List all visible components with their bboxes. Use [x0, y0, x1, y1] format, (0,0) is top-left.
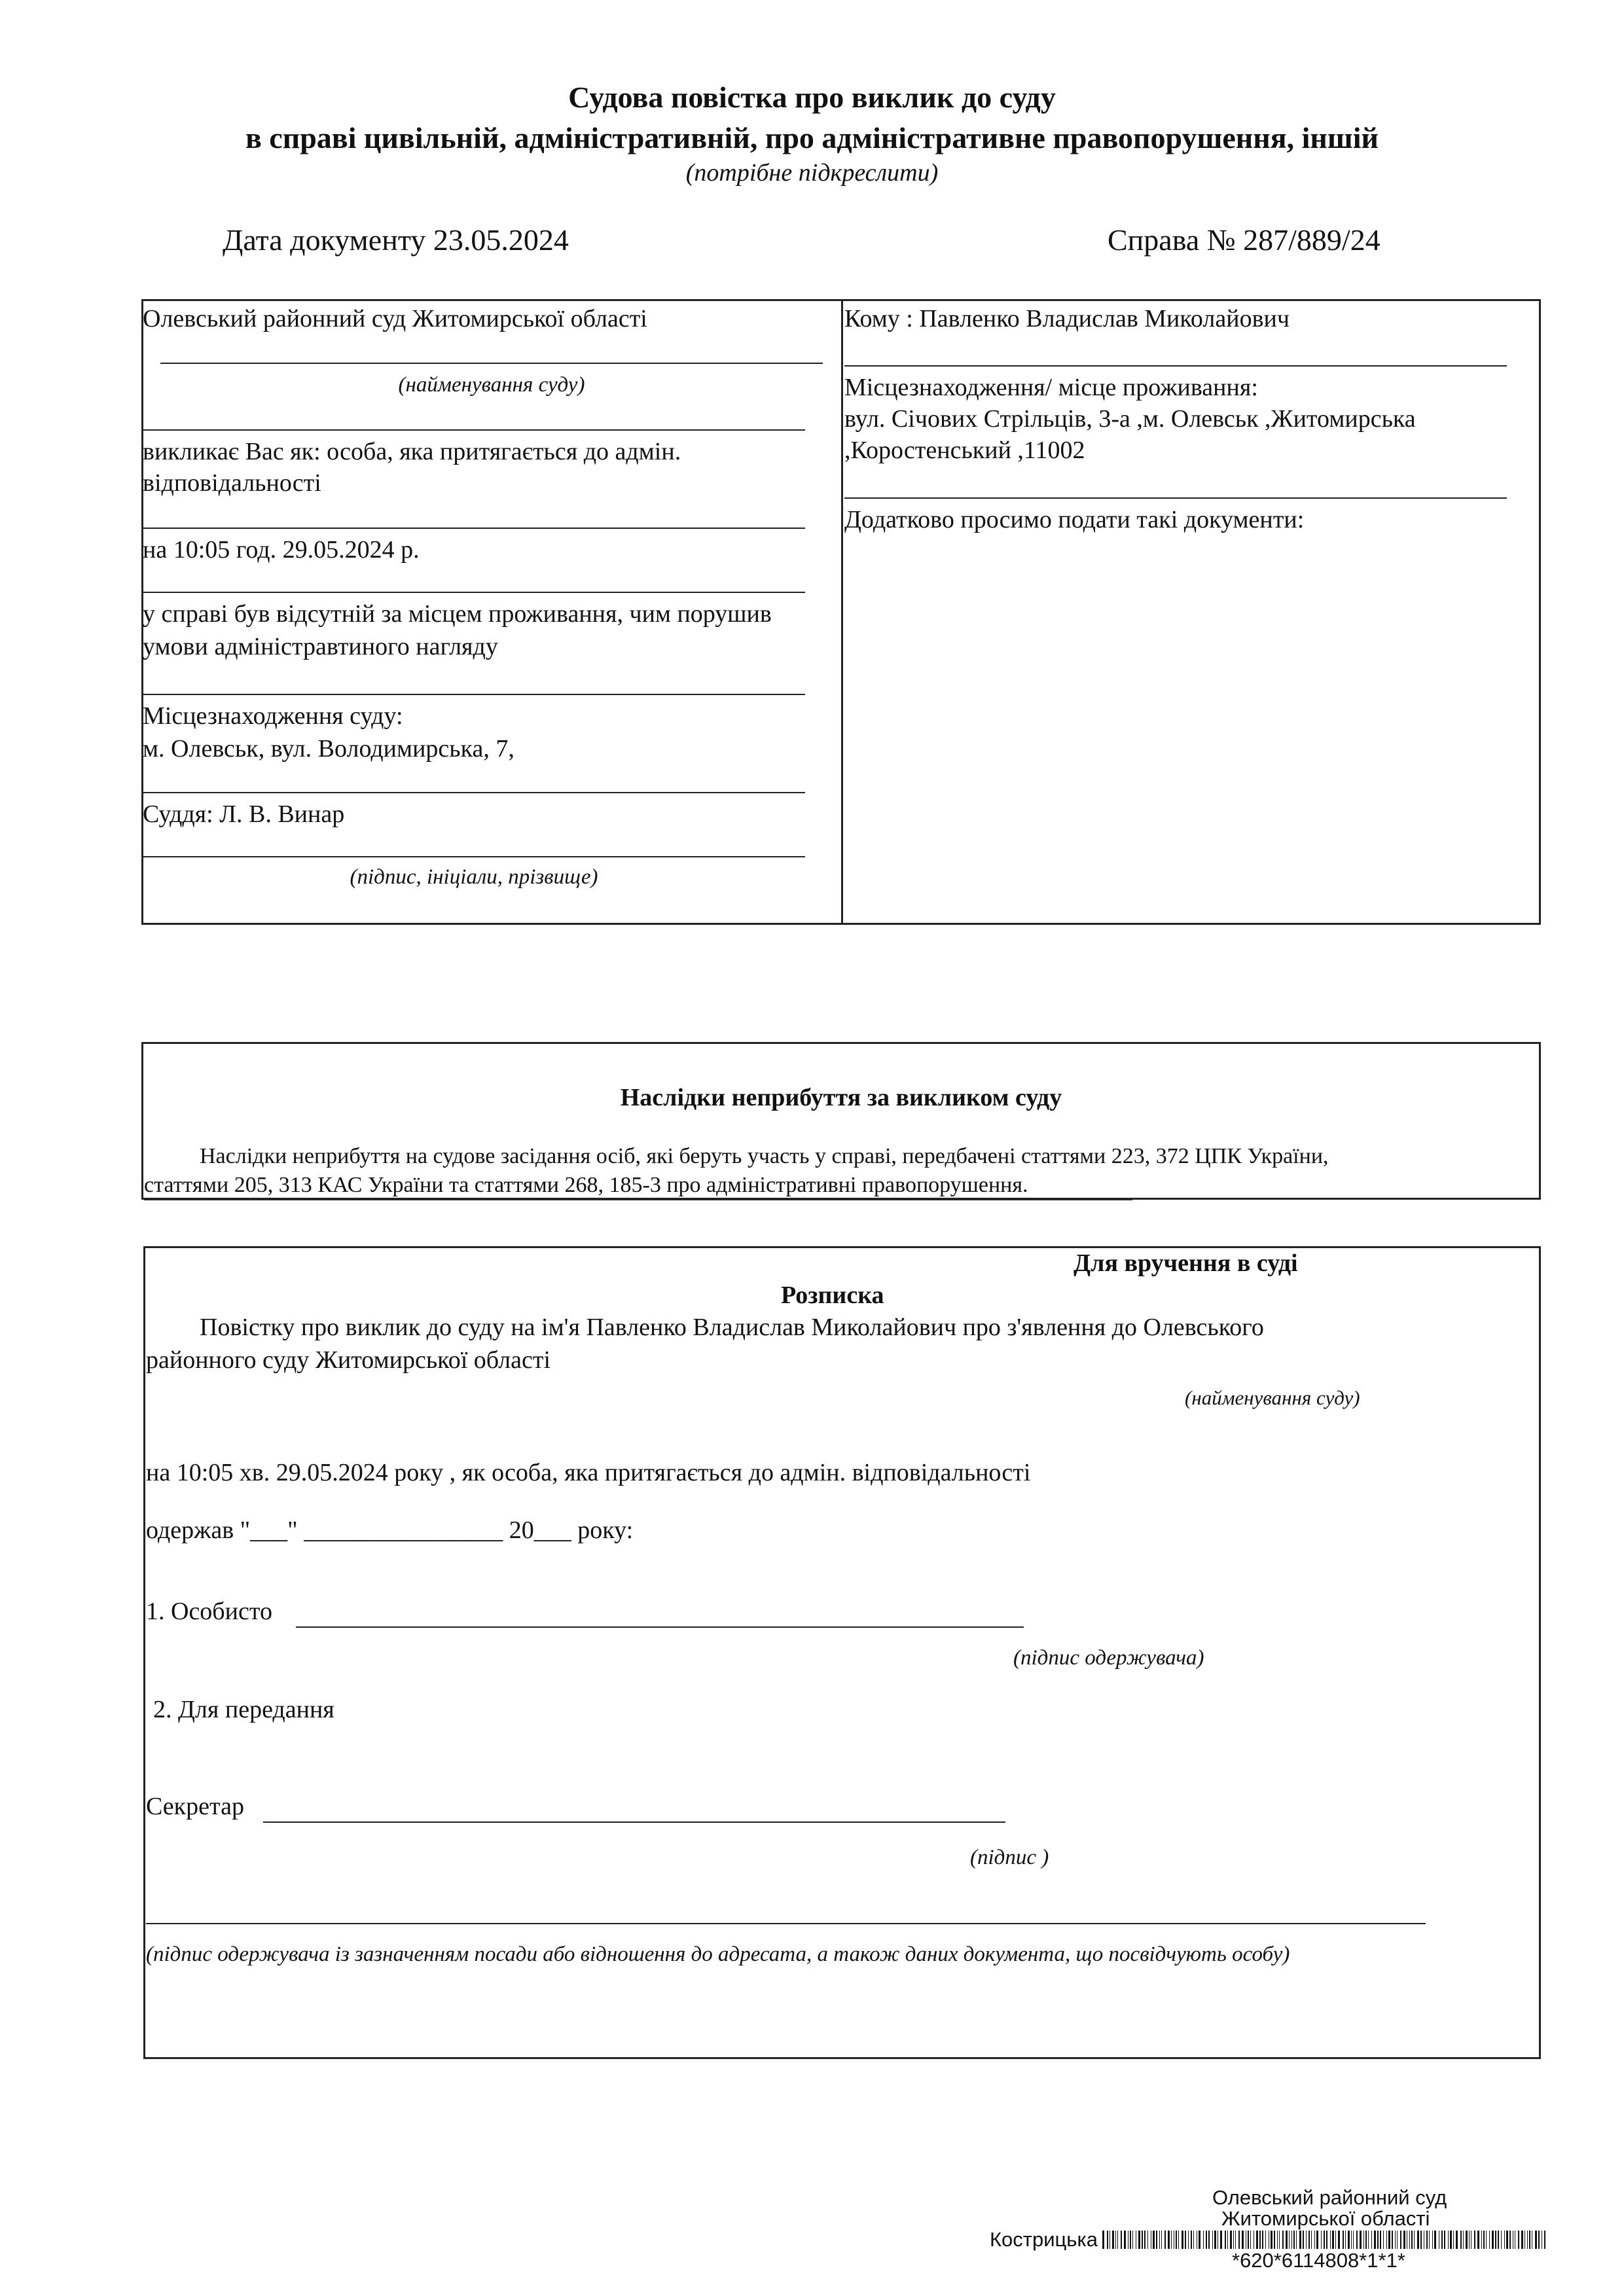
barcode-bar — [1386, 2231, 1387, 2249]
consequences-underline — [144, 1199, 1132, 1200]
barcode-bar — [1314, 2231, 1315, 2249]
judge-signature-caption: (підпис, ініціали, прізвище) — [350, 865, 598, 889]
barcode-bar — [1343, 2231, 1344, 2249]
barcode-bar — [1463, 2231, 1464, 2249]
for-transfer-label: 2. Для передання — [153, 1696, 334, 1723]
barcode-bar — [1374, 2231, 1376, 2249]
barcode-bar — [1414, 2231, 1415, 2249]
barcode-bar — [1277, 2231, 1278, 2249]
barcode-bar — [1417, 2231, 1419, 2249]
stamp-clerk-name: Кострицька — [990, 2228, 1098, 2251]
barcode-bar — [1124, 2231, 1126, 2249]
personally-signature-field[interactable] — [296, 1626, 1024, 1628]
barcode-bar — [1324, 2231, 1325, 2249]
secretary-label: Секретар — [146, 1793, 244, 1820]
barcode-bar — [1474, 2231, 1475, 2249]
barcode-bar — [1521, 2231, 1523, 2249]
consequences-text: Наслідки неприбуття на судове засідання осіб, які беруть участь у справі, передбачені статтями 223, 372 ЦПК України, — [200, 1144, 1329, 1168]
recipient-details-field[interactable] — [146, 1923, 1426, 1924]
receipt-court-caption: (найменування суду) — [1185, 1386, 1360, 1409]
barcode-bar — [1335, 2231, 1336, 2249]
barcode-bar — [1489, 2231, 1490, 2249]
divider-line — [143, 429, 805, 431]
barcode-bar — [1188, 2231, 1189, 2249]
barcode-bar — [1388, 2231, 1390, 2249]
barcode-bar — [1206, 2231, 1207, 2249]
barcode-bar — [1453, 2231, 1454, 2249]
barcode-bar — [1132, 2231, 1133, 2249]
divider-line — [143, 792, 805, 793]
barcode-bar — [1527, 2231, 1528, 2249]
barcode-bar — [1321, 2231, 1322, 2249]
barcode-bar — [1332, 2231, 1334, 2249]
barcode-bar — [1353, 2231, 1354, 2249]
barcode-bar — [1282, 2231, 1284, 2249]
barcode — [1102, 2231, 1547, 2249]
received-date-text: одержав "___" ________________ 20___ року: — [146, 1516, 634, 1544]
personally-label: 1. Особисто — [146, 1598, 272, 1625]
barcode-bar — [1225, 2231, 1226, 2249]
barcode-bar — [1395, 2231, 1396, 2249]
called-as-text: викликає Вас як: особа, яка притягається до адмін. — [143, 438, 681, 465]
barcode-bar — [1262, 2231, 1263, 2249]
barcode-bar — [1102, 2231, 1104, 2249]
barcode-bar — [1483, 2231, 1485, 2249]
barcode-bar — [1159, 2231, 1160, 2249]
barcode-bar — [1392, 2231, 1393, 2249]
barcode-bar — [1193, 2231, 1194, 2249]
barcode-bar — [1233, 2231, 1234, 2249]
barcode-bar — [1271, 2231, 1272, 2249]
court-location-label: Місцезнаходження суду: — [143, 702, 403, 730]
barcode-bar — [1368, 2231, 1369, 2249]
residence-line — [844, 497, 1507, 499]
barcode-bar — [1107, 2231, 1108, 2249]
case-description-cont: умови адміністравтиного нагляду — [143, 633, 498, 660]
consequences-text-cont: статтями 205, 313 КАС України та статтями 268, 185-3 про адміністративні правопорушення. — [144, 1173, 1028, 1197]
document-title: Судова повістка про виклик до суду — [568, 81, 1056, 114]
barcode-bar — [1168, 2231, 1170, 2249]
barcode-bar — [1142, 2231, 1143, 2249]
barcode-bar — [1293, 2231, 1295, 2249]
barcode-bar — [1498, 2231, 1499, 2249]
barcode-bar — [1450, 2231, 1452, 2249]
called-as-text-cont: відповідальності — [143, 469, 321, 497]
additional-documents-label: Додатково просимо подати такі документи: — [844, 506, 1305, 533]
for-delivery-label: Для вручення в суді — [1074, 1249, 1298, 1277]
barcode-bar — [1506, 2231, 1508, 2249]
barcode-bar — [1400, 2231, 1401, 2249]
case-number: Справа № 287/889/24 — [1108, 223, 1380, 257]
barcode-bar — [1363, 2231, 1364, 2249]
barcode-bar — [1326, 2231, 1327, 2249]
barcode-bar — [1144, 2231, 1146, 2249]
barcode-bar — [1444, 2231, 1445, 2249]
barcode-bar — [1481, 2231, 1482, 2249]
barcode-bar — [1265, 2231, 1266, 2249]
recipient-details-caption: (підпис одержувача із зазначенням посади або відношення до адресата, а також даних документа, що посвідчують особу) — [146, 1943, 1290, 1966]
barcode-bar — [1434, 2231, 1436, 2249]
residence-address-cont: ,Коростенський ,11002 — [844, 437, 1085, 464]
court-name: Олевський районний суд Житомирської області — [143, 305, 647, 332]
document-subtitle: в справі цивільній, адміністративній, про адміністративне правопорушення, іншій — [245, 121, 1379, 154]
barcode-bar — [1248, 2231, 1249, 2249]
barcode-bar — [1306, 2231, 1307, 2249]
barcode-bar — [1130, 2231, 1131, 2249]
barcode-bar — [1311, 2231, 1312, 2249]
divider-line — [143, 592, 805, 593]
barcode-bar — [1383, 2231, 1384, 2249]
barcode-bar — [1538, 2231, 1540, 2249]
residence-address: вул. Січових Стрільців, 3-а ,м. Олевськ ,Житомирська — [844, 405, 1416, 433]
barcode-bar — [1518, 2231, 1519, 2249]
barcode-bar — [1371, 2231, 1372, 2249]
barcode-bar — [1259, 2231, 1261, 2249]
barcode-bar — [1176, 2231, 1177, 2249]
barcode-bar — [1171, 2231, 1172, 2249]
receipt-title: Розписка — [781, 1282, 884, 1309]
barcode-bar — [1156, 2231, 1157, 2249]
receipt-text: Повістку про виклик до суду на ім'я Павленко Владислав Миколайович про з'явлення до Олевського — [200, 1314, 1264, 1341]
appearance-text: на 10:05 хв. 29.05.2024 року , як особа, яка притягається до адмін. відповідальності — [146, 1459, 1031, 1486]
barcode-bar — [1296, 2231, 1297, 2249]
stamp-court-name: Олевський районний суд — [1212, 2186, 1447, 2209]
barcode-bar — [1509, 2231, 1511, 2249]
barcode-bar — [1426, 2231, 1428, 2249]
barcode-bar — [1432, 2231, 1433, 2249]
barcode-bar — [1469, 2231, 1470, 2249]
recipient-signature-caption: (підпис одержувача) — [1013, 1646, 1204, 1670]
barcode-bar — [1112, 2231, 1114, 2249]
barcode-bar — [1274, 2231, 1275, 2249]
barcode-bar — [1208, 2231, 1210, 2249]
barcode-bar — [1178, 2231, 1179, 2249]
barcode-bar — [1477, 2231, 1479, 2249]
hearing-time: на 10:05 год. 29.05.2024 р. — [143, 536, 420, 564]
barcode-bar — [1191, 2231, 1192, 2249]
barcode-bar — [1351, 2231, 1352, 2249]
barcode-bar — [1420, 2231, 1422, 2249]
barcode-bar — [1492, 2231, 1494, 2249]
barcode-bar — [1495, 2231, 1496, 2249]
barcode-bar — [1456, 2231, 1458, 2249]
judge-signature-line — [143, 856, 805, 857]
recipient-line — [844, 365, 1507, 367]
barcode-bar — [1308, 2231, 1310, 2249]
secretary-signature-caption: (підпис ) — [970, 1846, 1049, 1869]
barcode-bar — [1356, 2231, 1358, 2249]
barcode-bar — [1242, 2231, 1244, 2249]
barcode-bar — [1460, 2231, 1462, 2249]
barcode-bar — [1365, 2231, 1367, 2249]
divider-line — [143, 528, 805, 529]
barcode-bar — [1117, 2231, 1118, 2249]
document-date: Дата документу 23.05.2024 — [223, 223, 569, 257]
barcode-bar — [1238, 2231, 1240, 2249]
barcode-bar — [1360, 2231, 1362, 2249]
barcode-bar — [1214, 2231, 1216, 2249]
barcode-bar — [1544, 2231, 1545, 2249]
barcode-bar — [1161, 2231, 1162, 2249]
barcode-bar — [1529, 2231, 1530, 2249]
barcode-bar — [1286, 2231, 1288, 2249]
secretary-signature-field[interactable] — [263, 1821, 1005, 1823]
barcode-bar — [1330, 2231, 1331, 2249]
barcode-bar — [1230, 2231, 1232, 2249]
barcode-bar — [1348, 2231, 1350, 2249]
barcode-bar — [1115, 2231, 1116, 2249]
barcode-bar — [1429, 2231, 1430, 2249]
barcode-bar — [1185, 2231, 1186, 2249]
barcode-bar — [1504, 2231, 1505, 2249]
barcode-bar — [1466, 2231, 1468, 2249]
barcode-bar — [1138, 2231, 1140, 2249]
consequences-title: Наслідки неприбуття за викликом суду — [620, 1084, 1062, 1111]
barcode-bar — [1250, 2231, 1251, 2249]
barcode-bar — [1212, 2231, 1213, 2249]
barcode-bar — [1153, 2231, 1155, 2249]
barcode-bar — [1199, 2231, 1200, 2249]
barcode-bar — [1220, 2231, 1222, 2249]
divider-line — [143, 694, 805, 695]
barcode-bar — [1164, 2231, 1166, 2249]
barcode-bar — [1397, 2231, 1398, 2249]
court-name-line — [160, 363, 823, 364]
barcode-bar — [1535, 2231, 1537, 2249]
barcode-bar — [1486, 2231, 1487, 2249]
stamp-court-region: Житомирської області — [1221, 2207, 1430, 2230]
barcode-bar — [1299, 2231, 1301, 2249]
barcode-bar — [1409, 2231, 1410, 2249]
barcode-bar — [1403, 2231, 1405, 2249]
barcode-bar — [1411, 2231, 1413, 2249]
barcode-bar — [1501, 2231, 1502, 2249]
barcode-bar — [1182, 2231, 1183, 2249]
barcode-bar — [1303, 2231, 1304, 2249]
barcode-bar — [1338, 2231, 1340, 2249]
barcode-bar — [1380, 2231, 1381, 2249]
barcode-bar — [1345, 2231, 1346, 2249]
barcode-bar — [1203, 2231, 1204, 2249]
underline-note: (потрібне підкреслити) — [685, 159, 939, 187]
barcode-bar — [1448, 2231, 1449, 2249]
barcode-code: *620*6114808*1*1* — [1232, 2249, 1405, 2272]
case-description: у справі був відсутній за місцем проживання, чим порушив — [143, 600, 772, 628]
receipt-text-cont: районного суду Житомирської області — [146, 1346, 551, 1374]
barcode-bar — [1147, 2231, 1148, 2249]
barcode-bar — [1289, 2231, 1290, 2249]
summons-divider — [841, 299, 843, 925]
barcode-bar — [1291, 2231, 1292, 2249]
judge-name: Суддя: Л. В. Винар — [143, 800, 345, 828]
recipient-name: Кому : Павленко Владислав Миколайович — [844, 305, 1290, 332]
barcode-bar — [1121, 2231, 1122, 2249]
barcode-bar — [1227, 2231, 1228, 2249]
court-location: м. Олевськ, вул. Володимирська, 7, — [143, 735, 514, 762]
barcode-bar — [1377, 2231, 1379, 2249]
barcode-bar — [1256, 2231, 1258, 2249]
barcode-bar — [1441, 2231, 1443, 2249]
residence-label: Місцезнаходження/ місце проживання: — [844, 374, 1258, 401]
barcode-bar — [1279, 2231, 1280, 2249]
barcode-bar — [1235, 2231, 1236, 2249]
court-name-caption: (найменування суду) — [398, 373, 585, 397]
barcode-bar — [1316, 2231, 1318, 2249]
